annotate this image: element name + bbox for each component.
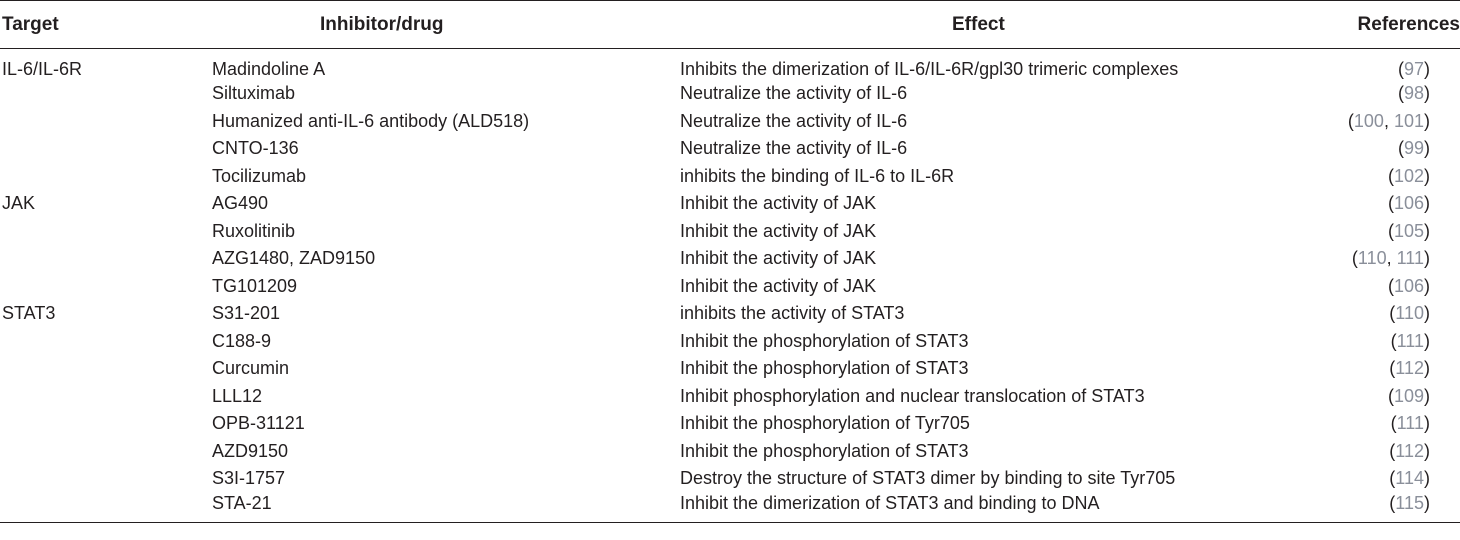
cell-inhibitor-drug: AZG1480, ZAD9150: [212, 248, 376, 269]
paren-close: ): [1424, 330, 1430, 351]
ref-separator: ,: [1383, 110, 1394, 131]
paren-open: (: [1389, 303, 1396, 324]
paren-close: ): [1424, 303, 1430, 324]
cell-effect: Inhibit the phosphorylation of STAT3: [680, 330, 969, 351]
paren-close: ): [1424, 165, 1430, 186]
paren-close: ): [1424, 385, 1430, 406]
cell-references: [1240, 328, 1460, 356]
cell-effect: Neutralize the activity of IL-6: [680, 83, 908, 104]
cell-references: [1240, 245, 1460, 273]
table-row: [0, 163, 1460, 191]
cell-target: [0, 438, 212, 466]
table-row: [0, 49, 1460, 81]
cell-effect: Inhibit the activity of JAK: [680, 275, 877, 296]
paren-open: (: [1389, 358, 1396, 379]
cell-inhibitor-drug: OPB-31121: [212, 413, 305, 434]
cell-effect: Inhibit the phosphorylation of STAT3: [680, 358, 969, 379]
cell-inhibitor-drug: TG101209: [212, 275, 298, 296]
table-row: [0, 438, 1460, 466]
cell-references: [1240, 493, 1460, 523]
paren-open: (: [1389, 468, 1396, 489]
paren-open: (: [1389, 440, 1396, 461]
cell-references: [1240, 300, 1460, 328]
cell-target: IL-6/IL-6R: [2, 59, 83, 79]
cell-effect: Neutralize the activity of IL-6: [680, 138, 908, 159]
paren-open: (: [1389, 492, 1396, 513]
reference-link[interactable]: 110: [1395, 303, 1424, 324]
cell-target: [0, 163, 212, 191]
reference-link[interactable]: 111: [1396, 413, 1424, 434]
cell-effect: Inhibit the dimerization of STAT3 and binding to DNA: [680, 492, 1100, 513]
paren-open: (: [1387, 165, 1394, 186]
cell-effect: inhibits the activity of STAT3: [680, 303, 905, 324]
ref-separator: ,: [1386, 248, 1397, 269]
cell-effect: inhibits the binding of IL-6 to IL-6R: [680, 165, 955, 186]
reference-link[interactable]: 114: [1395, 468, 1424, 489]
cell-effect: Neutralize the activity of IL-6: [680, 110, 908, 131]
cell-target: [0, 273, 212, 301]
table-row: [0, 355, 1460, 383]
cell-inhibitor-drug: Humanized anti-IL-6 antibody (ALD518): [212, 110, 530, 131]
paren-open: (: [1390, 330, 1397, 351]
cell-target: [0, 355, 212, 383]
paren-open: (: [1347, 110, 1354, 131]
cell-inhibitor-drug: Madindoline A: [212, 59, 326, 79]
reference-link[interactable]: 115: [1395, 492, 1424, 513]
header-effect: Effect: [952, 13, 1005, 35]
reference-link[interactable]: 112: [1395, 358, 1424, 379]
cell-inhibitor-drug: Ruxolitinib: [212, 220, 296, 241]
cell-effect: Inhibit the phosphorylation of Tyr705: [680, 413, 970, 434]
cell-inhibitor-drug: Curcumin: [212, 358, 290, 379]
cell-inhibitor-drug: C188-9: [212, 330, 272, 351]
paren-open: (: [1390, 413, 1397, 434]
cell-inhibitor-drug: STA-21: [212, 492, 272, 513]
paren-open: (: [1387, 193, 1394, 214]
cell-target: [0, 108, 212, 136]
cell-references: [1240, 135, 1460, 163]
table-row: [0, 190, 1460, 218]
paren-close: ): [1424, 468, 1430, 489]
cell-inhibitor-drug: S31-201: [212, 303, 281, 324]
reference-link[interactable]: 101: [1393, 110, 1424, 131]
cell-inhibitor-drug: LLL12: [212, 385, 263, 406]
cell-inhibitor-drug: AZD9150: [212, 440, 289, 461]
cell-effect: Inhibit the activity of JAK: [680, 220, 877, 241]
paren-open: (: [1387, 385, 1394, 406]
cell-target: [0, 410, 212, 438]
cell-effect: Inhibit the phosphorylation of STAT3: [680, 440, 969, 461]
cell-target: [0, 493, 212, 523]
cell-target: [0, 218, 212, 246]
reference-link[interactable]: 109: [1393, 385, 1424, 406]
cell-target: [0, 245, 212, 273]
paren-close: ): [1424, 275, 1430, 296]
cell-inhibitor-drug: Siltuximab: [212, 83, 296, 104]
cell-references: [1240, 49, 1460, 81]
reference-link[interactable]: 102: [1393, 165, 1424, 186]
paren-open: (: [1387, 220, 1394, 241]
cell-target: STAT3: [2, 303, 56, 324]
reference-link[interactable]: 106: [1393, 275, 1424, 296]
reference-link[interactable]: 99: [1403, 138, 1424, 159]
cell-target: [0, 465, 212, 493]
cell-references: [1240, 80, 1460, 108]
table-row: [0, 108, 1460, 136]
paren-close: ): [1424, 110, 1430, 131]
cell-effect: Inhibit the activity of JAK: [680, 193, 877, 214]
cell-target: [0, 383, 212, 411]
table-row: [0, 493, 1460, 523]
paren-close: ): [1424, 220, 1430, 241]
table-row: [0, 80, 1460, 108]
paren-close: ): [1424, 440, 1430, 461]
paren-open: (: [1397, 59, 1404, 79]
cell-references: [1240, 218, 1460, 246]
cell-references: [1240, 438, 1460, 466]
paren-close: ): [1424, 59, 1430, 79]
reference-link[interactable]: 112: [1395, 440, 1424, 461]
paren-close: ): [1424, 248, 1430, 269]
table-row: [0, 465, 1460, 493]
header-row: [0, 1, 1460, 49]
cell-references: [1240, 273, 1460, 301]
paren-close: ): [1424, 358, 1430, 379]
paren-close: ): [1424, 83, 1430, 104]
table-row: [0, 245, 1460, 273]
cell-effect: Inhibit phosphorylation and nuclear translocation of STAT3: [680, 385, 1145, 406]
table-row: [0, 273, 1460, 301]
cell-references: [1240, 410, 1460, 438]
paren-open: (: [1351, 248, 1358, 269]
table-row: [0, 383, 1460, 411]
cell-inhibitor-drug: CNTO-136: [212, 138, 299, 159]
paren-close: ): [1424, 413, 1430, 434]
paren-open: (: [1387, 275, 1394, 296]
header-target: Target: [2, 13, 59, 35]
paren-open: (: [1397, 83, 1404, 104]
header-inhibitor-drug: Inhibitor/drug: [320, 13, 444, 35]
cell-target: [0, 80, 212, 108]
table-row: [0, 300, 1460, 328]
cell-inhibitor-drug: S3I-1757: [212, 468, 286, 489]
cell-inhibitor-drug: Tocilizumab: [212, 165, 307, 186]
reference-link[interactable]: 97: [1403, 59, 1424, 79]
cell-inhibitor-drug: AG490: [212, 193, 269, 214]
reference-link[interactable]: 100: [1353, 110, 1384, 131]
reference-link[interactable]: 105: [1393, 220, 1424, 241]
cell-references: [1240, 190, 1460, 218]
header-references: References: [1357, 13, 1460, 35]
cell-references: [1240, 383, 1460, 411]
table-row: [0, 410, 1460, 438]
table-row: [0, 135, 1460, 163]
cell-references: [1240, 465, 1460, 493]
cell-references: [1240, 355, 1460, 383]
table-body: [0, 49, 1460, 523]
cell-references: [1240, 108, 1460, 136]
cell-target: [0, 328, 212, 356]
cell-target: [0, 135, 212, 163]
table-header: [0, 1, 1460, 49]
reference-link[interactable]: 98: [1403, 83, 1424, 104]
reference-link[interactable]: 111: [1396, 330, 1424, 351]
paren-close: ): [1424, 138, 1430, 159]
reference-link[interactable]: 110: [1357, 248, 1387, 269]
reference-link[interactable]: 106: [1393, 193, 1424, 214]
table-row: [0, 328, 1460, 356]
paren-open: (: [1397, 138, 1404, 159]
table-row: [0, 218, 1460, 246]
cell-target: JAK: [2, 193, 36, 214]
cell-references: [1240, 163, 1460, 191]
reference-link[interactable]: 111: [1396, 248, 1424, 269]
cell-effect: Destroy the structure of STAT3 dimer by binding to site Tyr705: [680, 468, 1176, 489]
paren-close: ): [1424, 492, 1430, 513]
cell-effect: Inhibit the activity of JAK: [680, 248, 877, 269]
paren-close: ): [1424, 193, 1430, 214]
cell-effect: Inhibits the dimerization of IL-6/IL-6R/gpl30 trimeric complexes: [680, 59, 1179, 79]
